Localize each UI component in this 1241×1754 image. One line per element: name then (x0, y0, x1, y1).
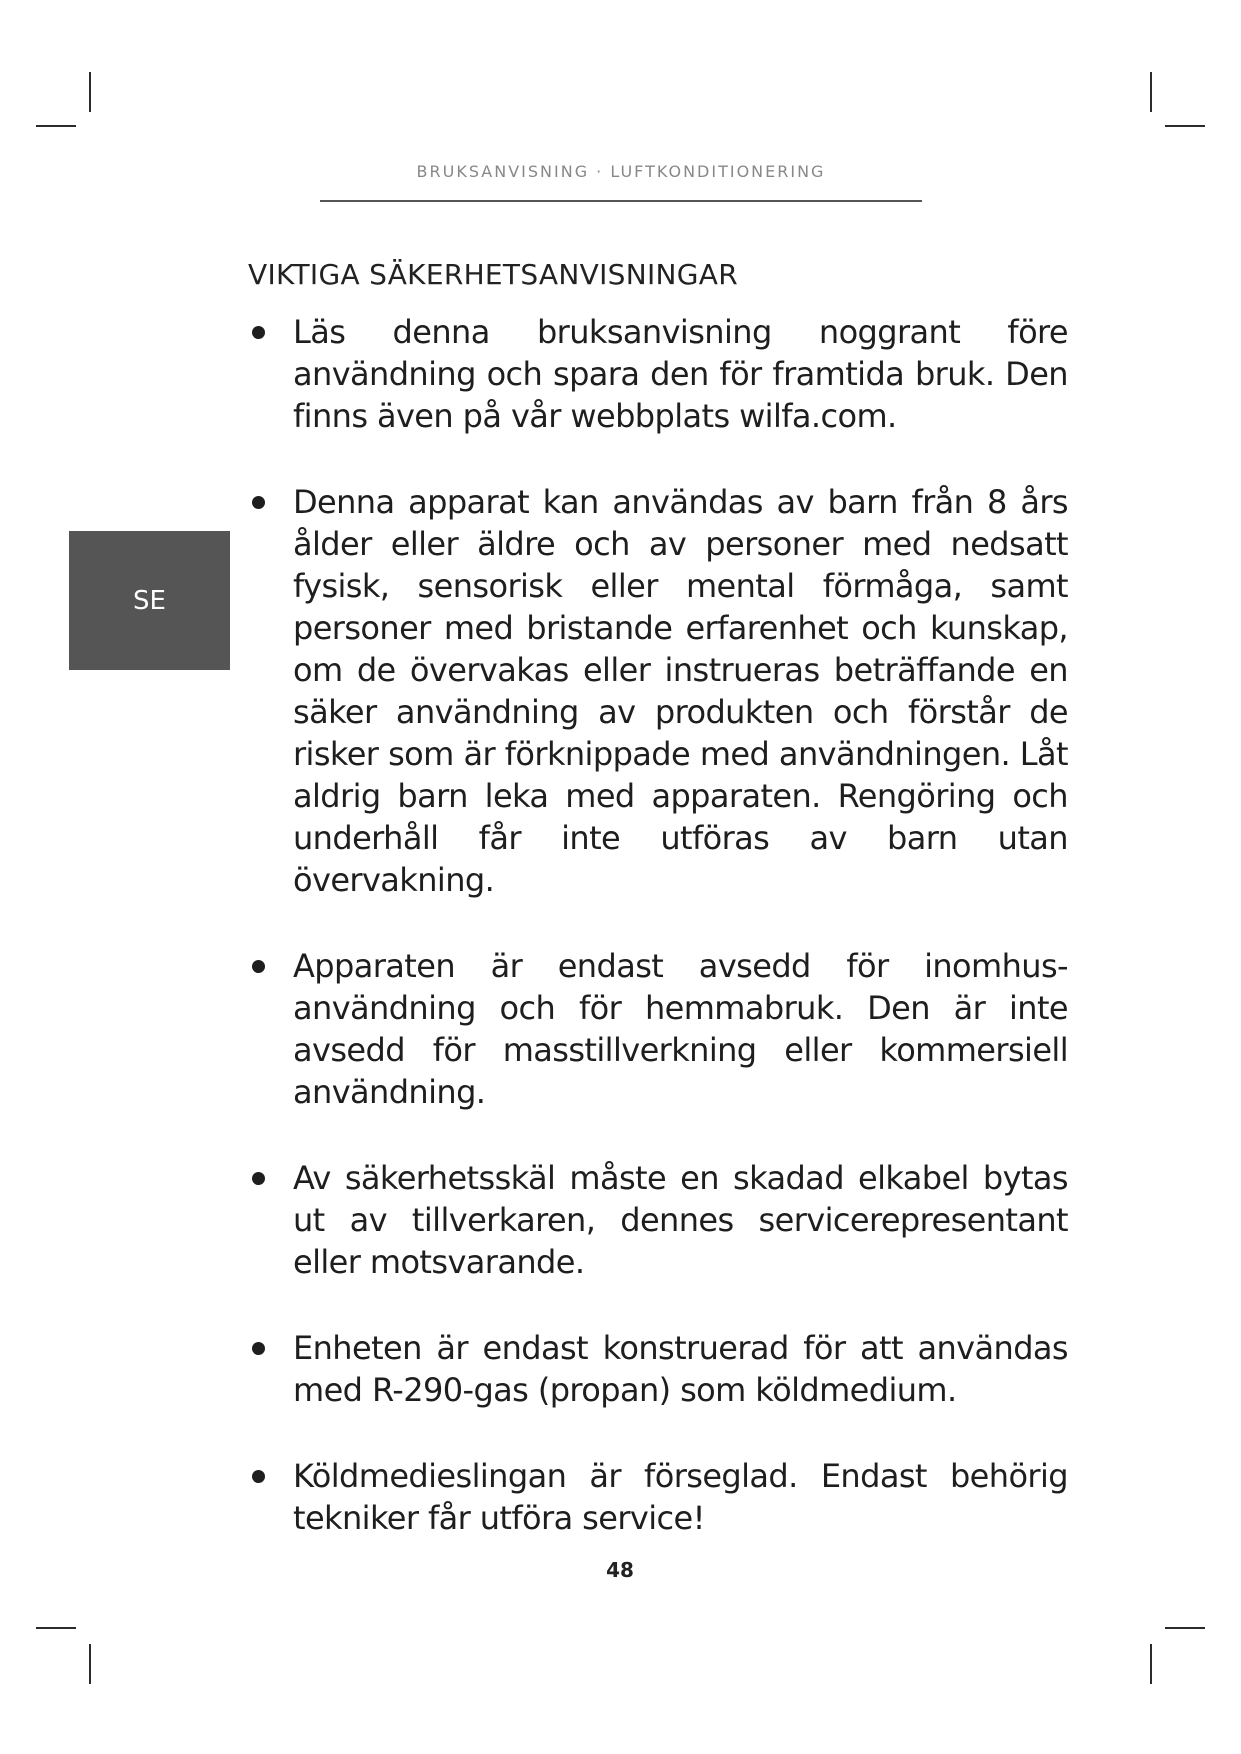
crop-mark-bottom-left-horizontal (36, 1627, 76, 1629)
crop-mark-bottom-right-vertical (1150, 1644, 1152, 1684)
list-item (248, 481, 1068, 901)
list-item-text: Apparaten är endast avsedd för inomhus-användning och för hemmabruk. Den är inte avsedd för masstillverkning eller kommersiell användning. (293, 947, 1068, 1111)
crop-mark-top-right-vertical (1150, 72, 1152, 112)
list-item (248, 1157, 1068, 1283)
language-tab-label: SE (133, 585, 166, 616)
list-item (248, 311, 1068, 437)
crop-mark-bottom-right-horizontal (1165, 1627, 1205, 1629)
language-tab (69, 531, 230, 670)
bullet-icon (252, 496, 265, 509)
bullet-icon (252, 326, 265, 339)
bullet-icon (252, 960, 265, 973)
list-item-text: Denna apparat kan användas av barn från 8 års ålder eller äldre och av personer med nedsatt fysisk, sensorisk eller mental förmåga, samt personer med bristande erfarenhet och kunskap, om de övervakas eller instrueras beträffande en säker användning av produkten och förstår de risker som är förknippade med användningen. Låt aldrig barn leka med apparaten. Rengöring och underhåll får inte utföras av barn utan övervakning. (293, 483, 1068, 899)
bullet-icon (252, 1470, 265, 1483)
section-title: VIKTIGA SÄKERHETSANVISNINGAR (248, 258, 738, 291)
crop-mark-top-left-vertical (89, 72, 91, 112)
list-item (248, 945, 1068, 1113)
page-number: 48 (606, 1558, 634, 1582)
running-header: BRUKSANVISNING · LUFTKONDITIONERING (416, 162, 826, 181)
list-item-text: Enheten är endast konstruerad för att användas med R-290-gas (propan) som köldmedium. (293, 1329, 1068, 1409)
crop-mark-bottom-left-vertical (89, 1644, 91, 1684)
crop-mark-top-left-horizontal (36, 125, 76, 127)
bullet-icon (252, 1172, 265, 1185)
list-item (248, 1455, 1068, 1539)
list-item-text: Läs denna bruksanvisning noggrant före användning och spara den för framtida bruk. Den finns även på vår webbplats wilfa.com. (293, 313, 1068, 435)
list-item-text: Köldmedieslingan är förseglad. Endast behörig tekniker får utföra service! (293, 1457, 1068, 1537)
safety-instructions-list (248, 311, 1068, 1583)
list-item-text: Av säkerhetsskäl måste en skadad elkabel bytas ut av tillverkaren, dennes servicerepresentant eller motsvarande. (293, 1159, 1068, 1281)
bullet-icon (252, 1342, 265, 1355)
header-divider (320, 200, 922, 202)
list-item (248, 1327, 1068, 1411)
crop-mark-top-right-horizontal (1165, 125, 1205, 127)
